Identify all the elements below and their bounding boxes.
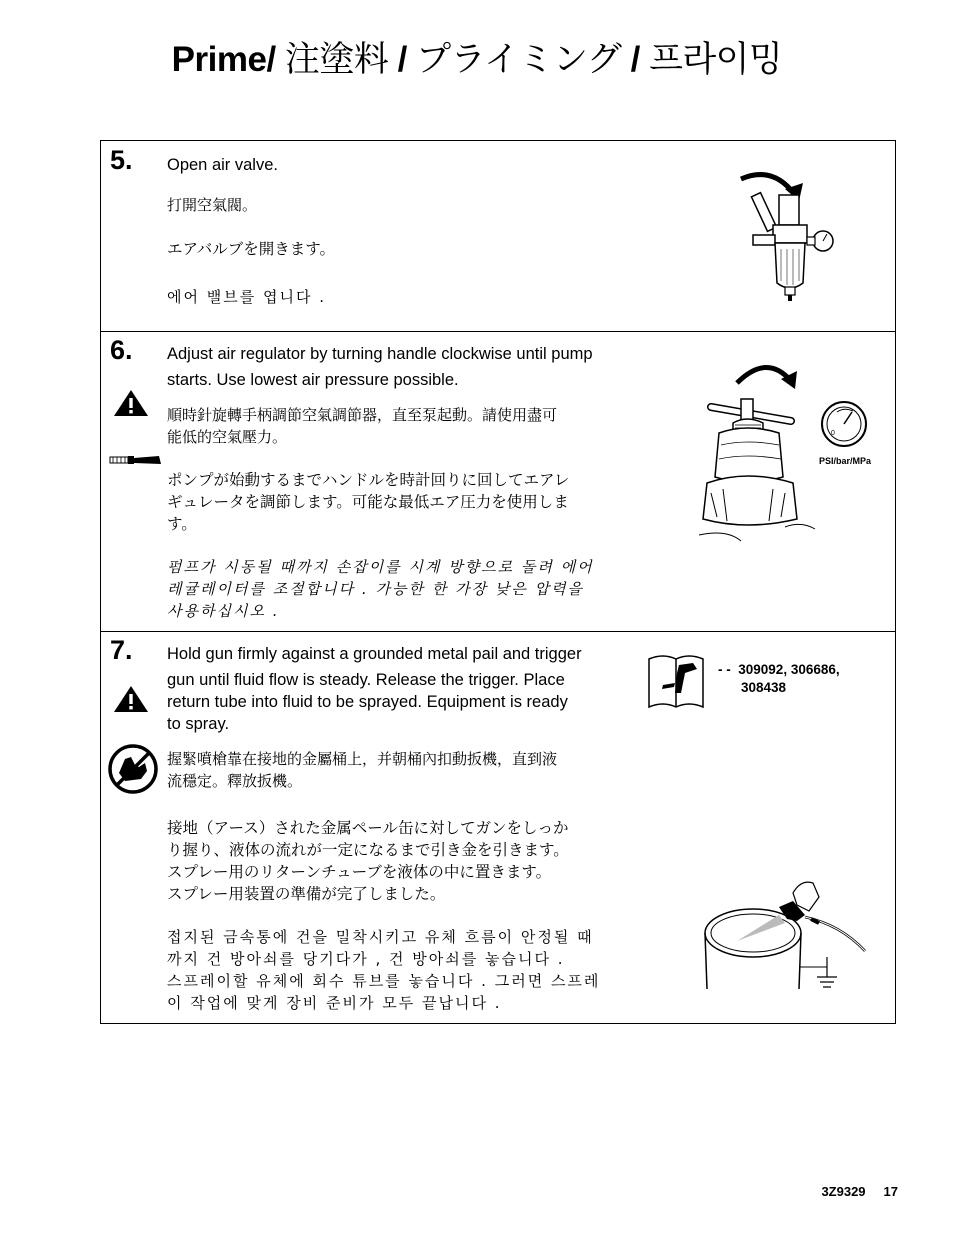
air-regulator-illustration bbox=[697, 359, 817, 544]
air-hose-fitting-icon bbox=[109, 454, 163, 466]
procedure-table bbox=[100, 140, 896, 1024]
title-separator: / bbox=[621, 40, 650, 79]
title-separator: / bbox=[388, 40, 417, 79]
title-korean: 프라이밍 bbox=[649, 40, 783, 80]
step-text-jp: ポンプが始動するまでハンドルを時計回りに回してエアレ ギュレータを調節します。可能な最低エア圧力を使用しま す。 bbox=[167, 471, 570, 533]
step-6-row bbox=[101, 331, 895, 632]
step-text-cn: 握緊噴槍靠在接地的金屬桶上，并朝桶內扣動扳機，直到液 流穩定。釋放扳機。 bbox=[167, 750, 558, 790]
step-text-jp: エアバルブを開きます。 bbox=[167, 240, 336, 258]
title-english: Prime/ bbox=[171, 40, 285, 79]
title-chinese: 注塗料 bbox=[284, 40, 389, 80]
spray-into-grounded-pail-illustration bbox=[701, 871, 871, 1006]
step-text-cn: 打開空氣閥。 bbox=[167, 196, 258, 214]
step-text-cn: 順時針旋轉手柄調節空氣調節器，直至泵起動。請使用盡可 能低的空氣壓力。 bbox=[167, 406, 558, 446]
page-footer bbox=[803, 1184, 898, 1199]
svg-text:0: 0 bbox=[831, 430, 835, 437]
no-hand-near-tip-icon bbox=[107, 743, 159, 795]
step-number: 6. bbox=[110, 335, 133, 365]
step-number: 7. bbox=[110, 635, 133, 665]
step-text-ko: 에어 밸브를 엽니다 . bbox=[167, 288, 326, 306]
step-5-row bbox=[101, 141, 895, 332]
pressure-units-label: PSI/bar/MPa bbox=[819, 456, 872, 466]
warning-icon bbox=[113, 389, 149, 417]
page-title bbox=[0, 32, 954, 82]
pressure-gauge-icon bbox=[819, 399, 869, 449]
step-text-en: Hold gun firmly against a grounded metal pail and trigger gun until fluid flow is steady. Release the trigger. Place return tube into fluid to be sprayed. Equipment is ready to spray. bbox=[167, 645, 582, 733]
step-text-en: Adjust air regulator by turning handle clockwise until pump starts. Use lowest air pressure possible. bbox=[167, 345, 593, 389]
document-number: 3Z9329 bbox=[821, 1184, 866, 1199]
step-text-ko: 펌프가 시동될 때까지 손잡이를 시계 방향으로 돌려 에어 레귤레이터를 조절합니다 . 가능한 한 가장 낮은 압력을 사용하십시오 . bbox=[167, 558, 594, 620]
step-number: 5. bbox=[110, 145, 133, 175]
title-japanese: プライミング bbox=[416, 40, 622, 80]
related-manuals-reference: - - 309092, 306686, 308438 bbox=[718, 662, 840, 695]
page-number: 17 bbox=[883, 1184, 898, 1199]
manual-reference-icon bbox=[645, 651, 707, 713]
warning-icon bbox=[113, 685, 149, 713]
step-text-ko: 접지된 금속통에 건을 밀착시키고 유체 흐름이 안정될 때 까지 건 방아쇠를 당기다가 , 건 방아쇠를 놓습니다 . 스프레이할 유체에 회수 튜브를 놓습니다 . 그러면 스프레 이 작업에 맞게 장비 준비가 모두 끝납니다 . bbox=[167, 928, 601, 1012]
step-text-en: Open air valve. bbox=[167, 156, 278, 174]
step-text-jp: 接地（アース）された金属ペール缶に対してガンをしっか り握り、液体の流れが一定になるまで引き金を引きます。 スプレー用のリターンチューブを液体の中に置きます。 スプレー用装置の準備が完了しました。 bbox=[167, 819, 569, 903]
step-7-row bbox=[101, 631, 895, 1023]
air-valve-filter-illustration bbox=[733, 171, 843, 321]
